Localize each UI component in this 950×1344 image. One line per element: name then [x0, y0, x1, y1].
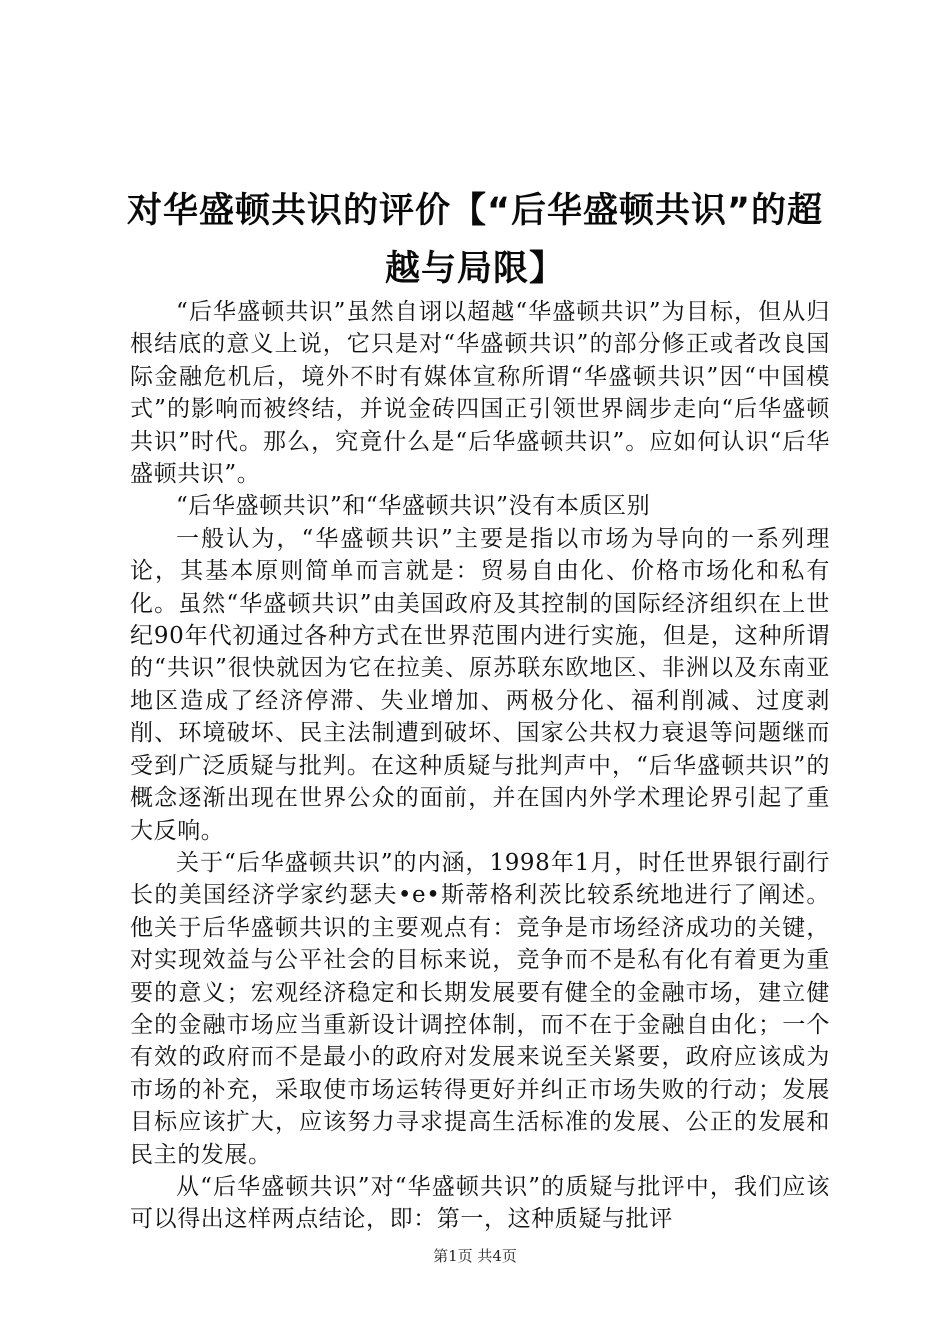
- paragraph-post-washington-content: 关于“后华盛顿共识”的内涵，1998年1月，时任世界银行副行长的美国经济学家约瑟夫•e•斯蒂格利茨比较系统地进行了阐述。他关于后华盛顿共识的主要观点有：竞争是市场经济成功的关键，对实现效益与公平社会的目标来说，竞争而不是私有化有着更为重要的意义；宏观经济稳定和长期发展要有健全的金融市场，建立健全的金融市场应当重新设计调控体制，而不在于金融自由化；一个有效的政府而不是最小的政府对发展来说至关紧要，政府应该成为市场的补充，采取使市场运转得更好并纠正市场失败的行动；发展目标应该扩大，应该努力寻求提高生活标准的发展、公正的发展和民主的发展。: [130, 849, 830, 1168]
- document-body: [130, 296, 830, 1236]
- paragraph-conclusion-start: 从“后华盛顿共识”对“华盛顿共识”的质疑与批评中，我们应该可以得出这样两点结论，即：第一，这种质疑与批评: [130, 1173, 830, 1233]
- paragraph-washington-consensus: 一般认为，“华盛顿共识”主要是指以市场为导向的一系列理论，其基本原则简单而言就是：贸易自由化、价格市场化和私有化。虽然“华盛顿共识”由美国政府及其控制的国际经济组织在上世纪90年代初通过各种方式在世界范围内进行实施，但是，这种所谓的“共识”很快就因为它在拉美、原苏联东欧地区、非洲以及东南亚地区造成了经济停滞、失业增加、两极分化、福利削减、过度剥削、环境破坏、民主法制遭到破坏、国家公共权力衰退等问题继而受到广泛质疑与批判。在这种质疑与批判声中，“后华盛顿共识”的概念逐渐出现在世界公众的面前，并在国内外学术理论界引起了重大反响。: [130, 525, 830, 844]
- document-title: 对华盛顿共识的评价【“后华盛顿共识”的超越与局限】: [126, 191, 823, 289]
- section-heading: “后华盛顿共识”和“华盛顿共识”没有本质区别: [176, 493, 651, 520]
- page-number-footer: 第1页 共4页: [433, 1247, 517, 1265]
- paragraph-intro: “后华盛顿共识”虽然自诩以超越“华盛顿共识”为目标，但从归根结底的意义上说，它只是对“华盛顿共识”的部分修正或者改良国际金融危机后，境外不时有媒体宣称所谓“华盛顿共识”因“中国模式”的影响而被终结，并说金砖四国正引领世界阔步走向“后华盛顿共识”时代。那么，究竟什么是“后华盛顿共识”。应如何认识“后华盛顿共识”。: [130, 299, 830, 488]
